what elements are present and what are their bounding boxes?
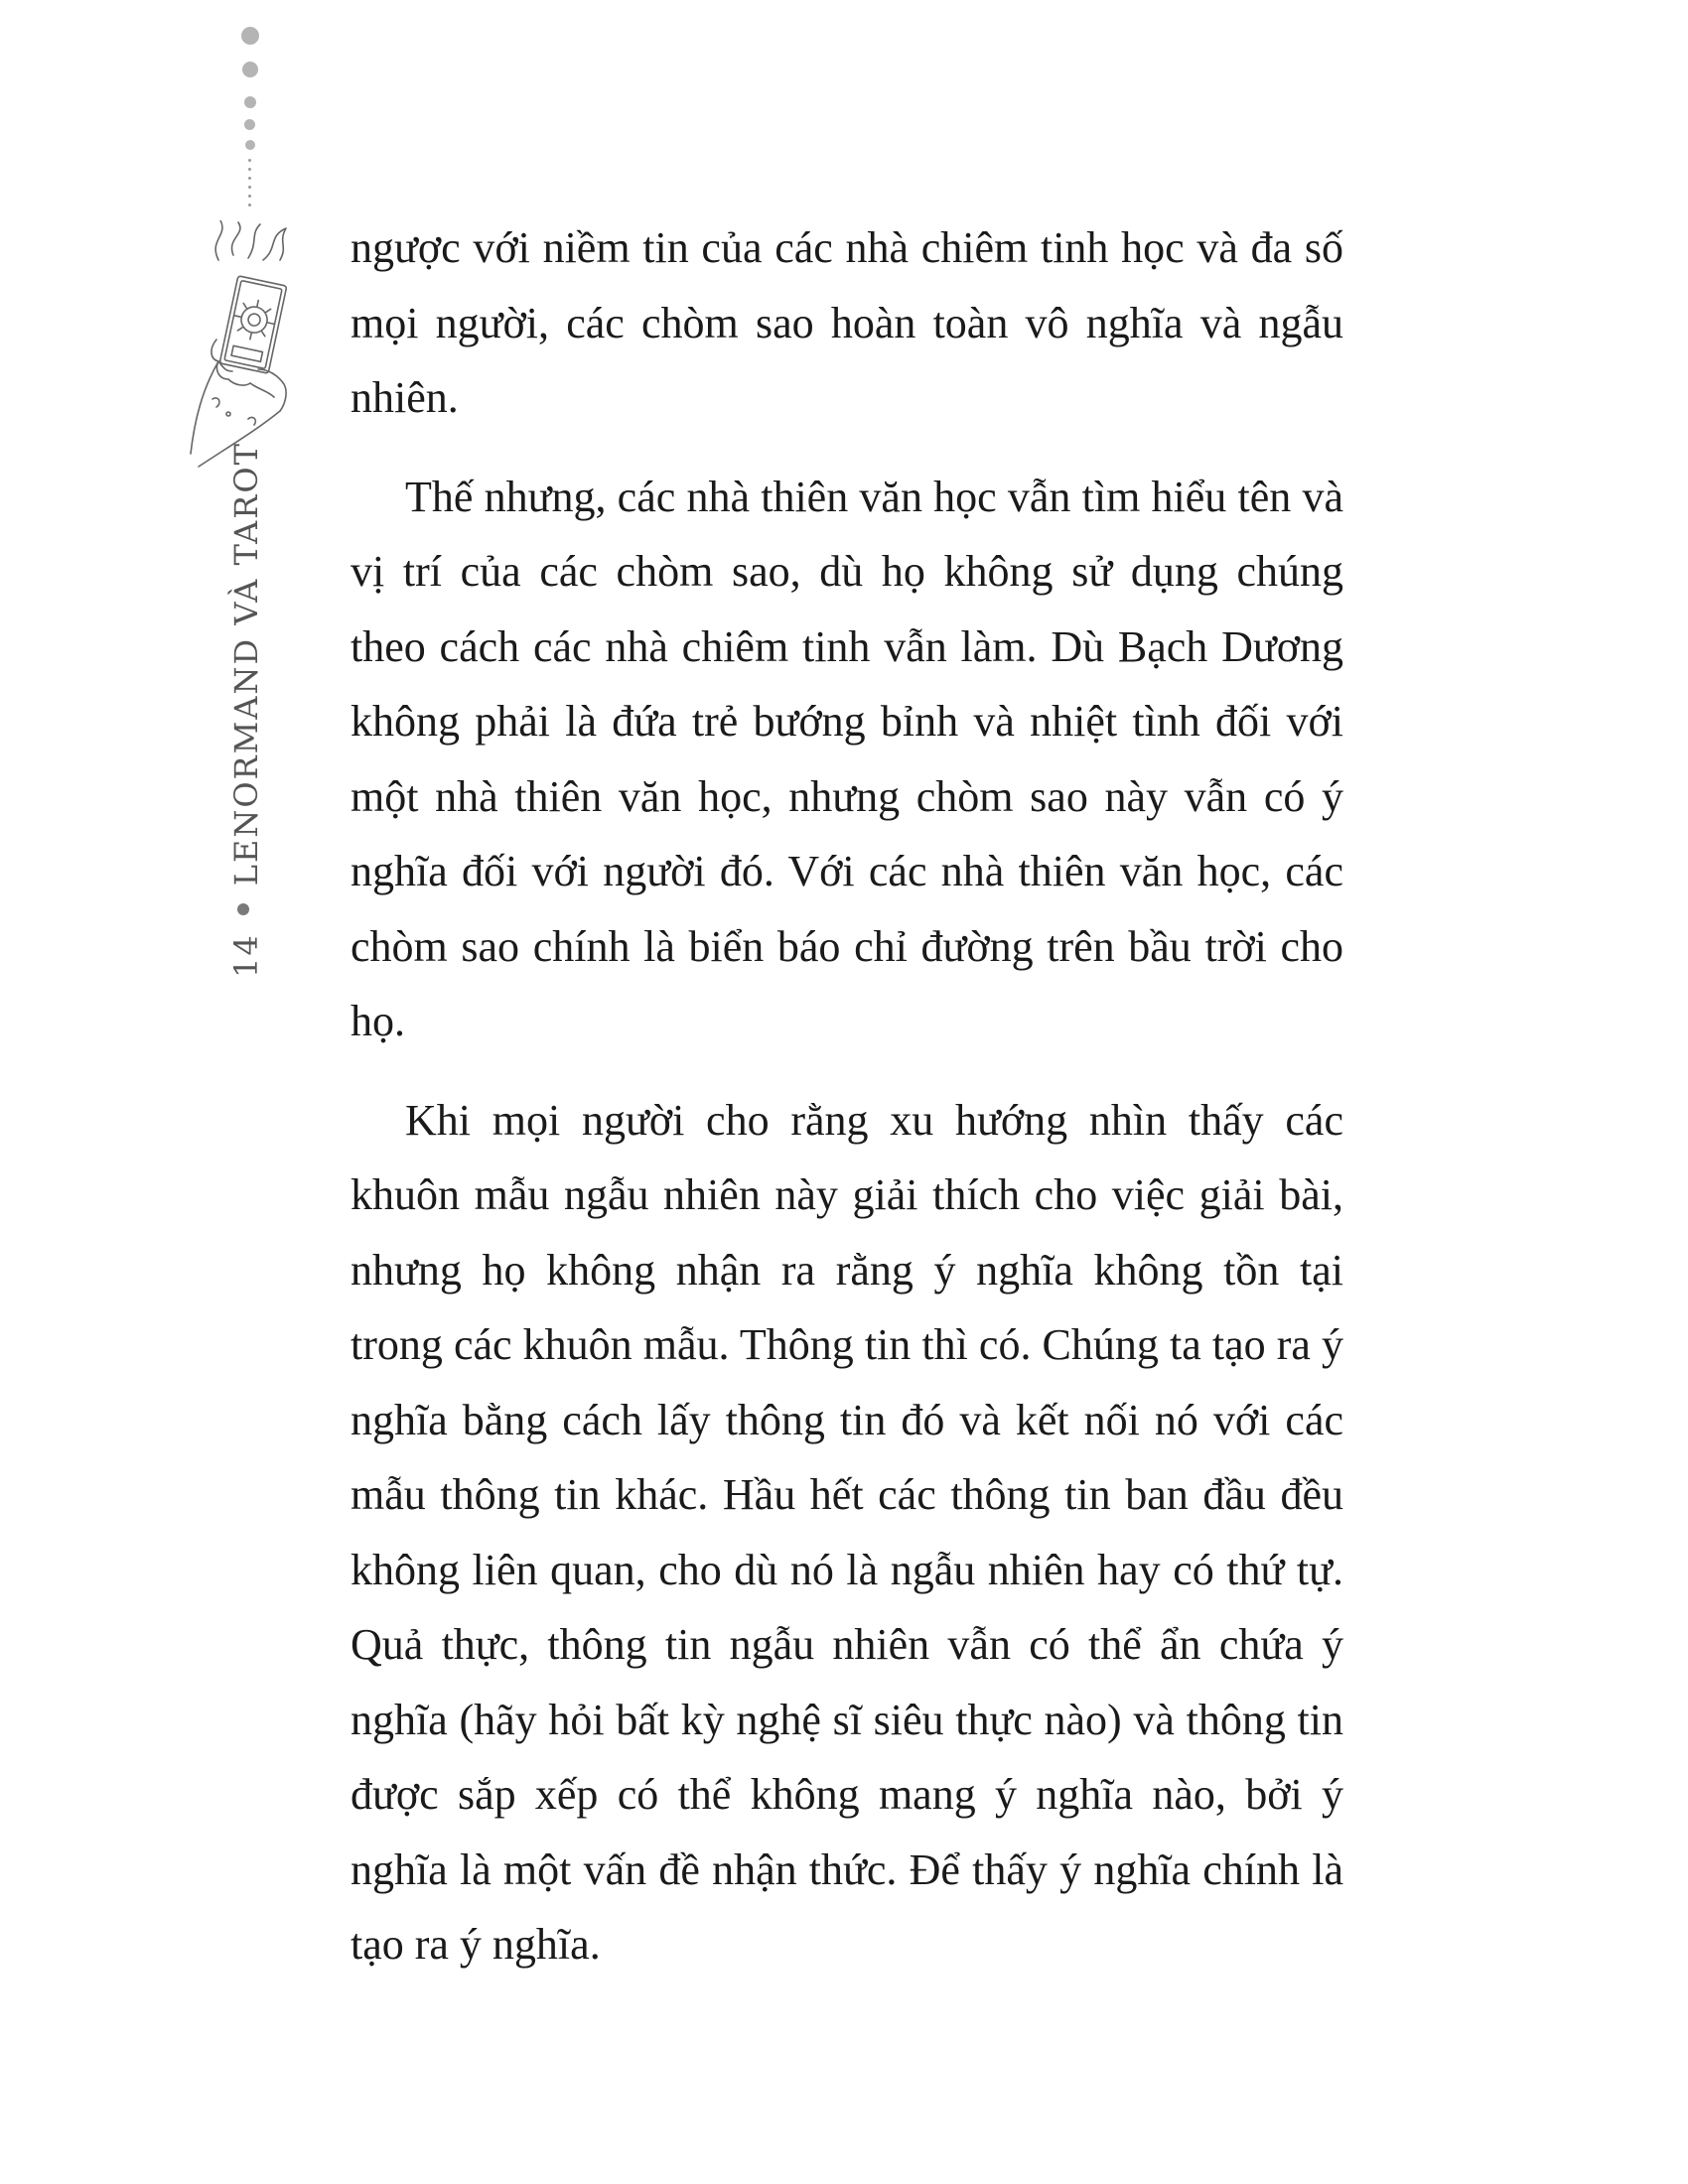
trail-dot — [244, 96, 256, 108]
page-number: 14 — [227, 933, 265, 978]
paragraph: ngược với niềm tin của các nhà chiêm tinh học và đa số mọi người, các chòm sao hoàn toàn vô nghĩa và ngẫu nhiên. — [351, 223, 1343, 422]
trail-dot-small — [248, 186, 251, 189]
separator-dot — [237, 903, 249, 915]
trail-dot-small — [248, 168, 251, 171]
trail-dot-large — [241, 27, 259, 45]
trail-dot — [245, 140, 255, 150]
trail-dot-small — [248, 177, 251, 180]
trail-dot-small — [248, 159, 251, 162]
body-text — [351, 210, 1343, 1982]
running-header — [226, 442, 266, 978]
book-title: LENORMAND VÀ TAROT — [227, 442, 265, 887]
trail-dot-small — [248, 195, 251, 198]
hand-holding-sun-tarot-card-icon — [189, 220, 318, 469]
paragraph: Thế nhưng, các nhà thiên văn học vẫn tìm hiểu tên và vị trí của các chòm sao, dù họ không sử dụng chúng theo cách các nhà chiêm tinh vẫn làm. Dù Bạch Dương không phải là đứa trẻ bướng bỉnh và nhiệt tình đối với một nhà thiên văn học, nhưng chòm sao này vẫn có ý nghĩa đối với người đó. Với các nhà thiên văn học, các chòm sao chính là biển báo chỉ đường trên bầu trời cho họ. — [351, 472, 1343, 1045]
paragraph: Khi mọi người cho rằng xu hướng nhìn thấy các khuôn mẫu ngẫu nhiên này giải thích cho việc giải bài, nhưng họ không nhận ra rằng ý nghĩa không tồn tại trong các khuôn mẫu. Thông tin thì có. Chúng ta tạo ra ý nghĩa bằng cách lấy thông tin đó và kết nối nó với các mẫu thông tin khác. Hầu hết các thông tin ban đầu đều không liên quan, cho dù nó là ngẫu nhiên hay có thứ tự. Quả thực, thông tin ngẫu nhiên vẫn có thể ẩn chứa ý nghĩa (hãy hỏi bất kỳ nghệ sĩ siêu thực nào) và thông tin được sắp xếp có thể không mang ý nghĩa nào, bởi ý nghĩa là một vấn đề nhận thức. Để thấy ý nghĩa chính là tạo ra ý nghĩa. — [351, 1095, 1343, 1969]
trail-dot — [244, 119, 255, 130]
trail-dot-small — [248, 204, 251, 206]
trail-dot-large — [242, 62, 258, 77]
